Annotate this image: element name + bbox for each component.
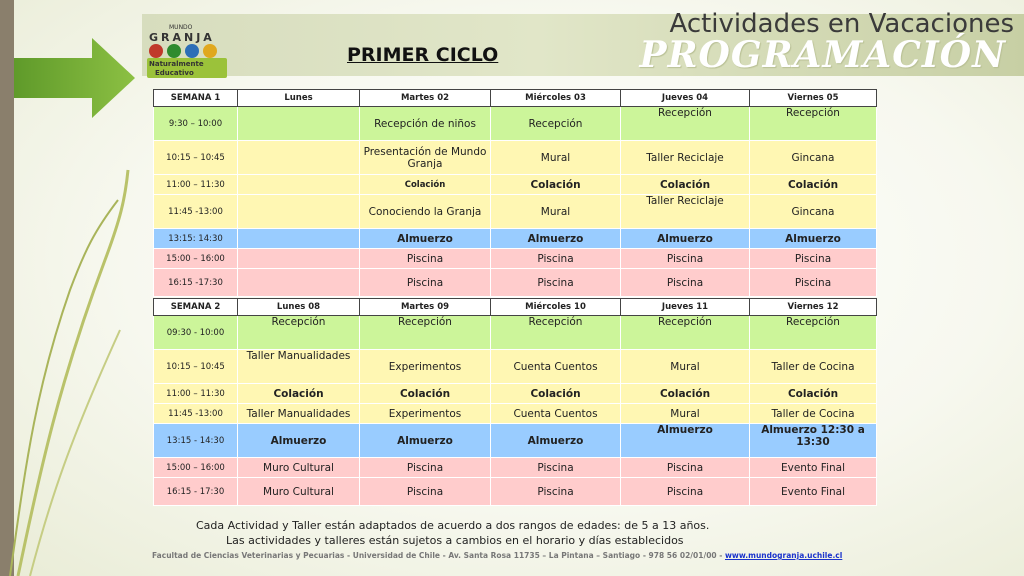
header-subtitle: PROGRAMACIÓN	[639, 34, 1006, 76]
activity-cell: Taller de Cocina	[750, 350, 877, 384]
activity-cell: Almuerzo	[491, 424, 621, 458]
logo-red-icon	[149, 44, 163, 58]
header-cell: Lunes	[238, 90, 360, 107]
activity-cell: Piscina	[621, 478, 750, 506]
activity-cell: Piscina	[621, 458, 750, 478]
table-row	[154, 424, 877, 458]
time-cell: 13:15 - 14:30	[154, 424, 238, 458]
table-header-row	[154, 90, 877, 107]
activity-cell: Piscina	[621, 269, 750, 297]
activity-cell: Cuenta Cuentos	[491, 350, 621, 384]
header-cell: Jueves 04	[621, 90, 750, 107]
table-row	[154, 478, 877, 506]
activity-cell: Colación	[360, 384, 491, 404]
activity-cell: Piscina	[360, 458, 491, 478]
header-cell: SEMANA 1	[154, 90, 238, 107]
time-cell: 09:30 - 10:00	[154, 316, 238, 350]
activity-cell: Almuerzo	[238, 424, 360, 458]
table-row	[154, 404, 877, 424]
time-cell: 15:00 – 16:00	[154, 458, 238, 478]
activity-cell: Piscina	[491, 458, 621, 478]
activity-cell	[238, 175, 360, 195]
table-row	[154, 107, 877, 141]
table-row	[154, 350, 877, 384]
time-cell: 11:45 -13:00	[154, 195, 238, 229]
logo-educativo-text: Educativo	[155, 69, 194, 77]
table-row	[154, 316, 877, 350]
time-cell: 10:15 – 10:45	[154, 350, 238, 384]
mundo-granja-logo	[147, 24, 225, 80]
cycle-title: PRIMER CICLO	[347, 44, 499, 66]
logo-mundo-text: MUNDO	[169, 24, 193, 31]
table-row	[154, 141, 877, 175]
activity-cell: Recepción	[491, 316, 621, 350]
logo-blue-icon	[185, 44, 199, 58]
header-cell: Miércoles 03	[491, 90, 621, 107]
arrow-decoration	[0, 0, 140, 130]
activity-cell: Evento Final	[750, 478, 877, 506]
activity-cell: Piscina	[491, 269, 621, 297]
notes	[196, 518, 709, 548]
time-cell: 15:00 – 16:00	[154, 249, 238, 269]
header-cell: Viernes 05	[750, 90, 877, 107]
activity-cell: Taller Reciclaje	[621, 141, 750, 175]
table-row	[154, 269, 877, 297]
header-cell: Martes 02	[360, 90, 491, 107]
logo-granja-text: GRANJA	[149, 31, 215, 44]
header-cell: Viernes 12	[750, 299, 877, 316]
activity-cell: Piscina	[750, 249, 877, 269]
table-row	[154, 249, 877, 269]
activity-cell: Piscina	[360, 478, 491, 506]
activity-cell	[238, 195, 360, 229]
activity-cell: Recepción	[621, 107, 750, 141]
time-cell: 16:15 - 17:30	[154, 478, 238, 506]
time-cell: 11:00 – 11:30	[154, 384, 238, 404]
activity-cell: Recepción de niños	[360, 107, 491, 141]
activity-cell: Mural	[621, 404, 750, 424]
activity-cell: Muro Cultural	[238, 458, 360, 478]
activity-cell: Recepción	[238, 316, 360, 350]
logo-yellow-icon	[203, 44, 217, 58]
activity-cell: Almuerzo	[750, 229, 877, 249]
activity-cell: Almuerzo	[621, 229, 750, 249]
footer-text: Facultad de Ciencias Veterinarias y Pecuarias - Universidad de Chile - Av. Santa Rosa 11735 – La Pintana – Santiago - 978 56 02/01/00 -	[152, 551, 725, 560]
activity-cell: Piscina	[360, 269, 491, 297]
activity-cell: Mural	[491, 141, 621, 175]
activity-cell: Colación	[491, 175, 621, 195]
note-line-1: Cada Actividad y Taller están adaptados de acuerdo a dos rangos de edades: de 5 a 13 años.	[196, 519, 710, 532]
activity-cell: Almuerzo	[360, 424, 491, 458]
activity-cell: Conociendo la Granja	[360, 195, 491, 229]
activity-cell: Taller Manualidades	[238, 404, 360, 424]
activity-cell: Gincana	[750, 195, 877, 229]
activity-cell: Muro Cultural	[238, 478, 360, 506]
activity-cell	[238, 107, 360, 141]
activity-cell: Piscina	[491, 249, 621, 269]
header-cell: Miércoles 10	[491, 299, 621, 316]
activity-cell: Piscina	[750, 269, 877, 297]
table-row	[154, 384, 877, 404]
time-cell: 9:30 – 10:00	[154, 107, 238, 141]
activity-cell: Piscina	[621, 249, 750, 269]
activity-cell: Almuerzo	[360, 229, 491, 249]
activity-cell: Taller Reciclaje	[621, 195, 750, 229]
activity-cell: Colación	[750, 384, 877, 404]
header-cell: Lunes 08	[238, 299, 360, 316]
footer-website-link[interactable]: www.mundogranja.uchile.cl	[724, 551, 843, 560]
header-title: Actividades en Vacaciones	[669, 9, 1014, 39]
activity-cell: Colación	[621, 384, 750, 404]
table-row	[154, 229, 877, 249]
time-cell: 10:15 – 10:45	[154, 141, 238, 175]
logo-naturalmente-text: Naturalmente	[149, 60, 204, 68]
activity-cell: Recepción	[750, 316, 877, 350]
activity-cell: Mural	[491, 195, 621, 229]
activity-cell: Colación	[360, 175, 491, 195]
activity-cell: Mural	[621, 350, 750, 384]
activity-cell: Almuerzo 12:30 a 13:30	[750, 424, 877, 458]
table-row	[154, 458, 877, 478]
schedule-table-week1	[153, 89, 877, 297]
activity-cell: Recepción	[360, 316, 491, 350]
activity-cell: Gincana	[750, 141, 877, 175]
schedule-table-week2	[153, 298, 877, 506]
time-cell: 16:15 -17:30	[154, 269, 238, 297]
time-cell: 13:15: 14:30	[154, 229, 238, 249]
header-band	[142, 9, 1024, 76]
activity-cell: Colación	[491, 384, 621, 404]
table-header-row	[154, 299, 877, 316]
activity-cell: Colación	[621, 175, 750, 195]
time-cell: 11:45 -13:00	[154, 404, 238, 424]
activity-cell: Recepción	[750, 107, 877, 141]
activity-cell	[238, 269, 360, 297]
activity-cell	[238, 141, 360, 175]
activity-cell: Piscina	[491, 478, 621, 506]
activity-cell: Experimentos	[360, 404, 491, 424]
activity-cell: Almuerzo	[621, 424, 750, 458]
activity-cell: Presentación de Mundo Granja	[360, 141, 491, 175]
activity-cell: Evento Final	[750, 458, 877, 478]
activity-cell: Piscina	[360, 249, 491, 269]
activity-cell: Cuenta Cuentos	[491, 404, 621, 424]
activity-cell: Taller de Cocina	[750, 404, 877, 424]
activity-cell	[238, 229, 360, 249]
activity-cell: Recepción	[491, 107, 621, 141]
activity-cell	[238, 249, 360, 269]
table-row	[154, 175, 877, 195]
footer	[152, 551, 842, 560]
header-cell: SEMANA 2	[154, 299, 238, 316]
activity-cell: Colación	[750, 175, 877, 195]
activity-cell: Recepción	[621, 316, 750, 350]
logo-green-icon	[167, 44, 181, 58]
note-line-2: Las actividades y talleres están sujetos a cambios en el horario y días establecidos	[226, 534, 684, 547]
activity-cell: Experimentos	[360, 350, 491, 384]
time-cell: 11:00 – 11:30	[154, 175, 238, 195]
activity-cell: Taller Manualidades	[238, 350, 360, 384]
activity-cell: Colación	[238, 384, 360, 404]
activity-cell: Almuerzo	[491, 229, 621, 249]
header-cell: Martes 09	[360, 299, 491, 316]
header-cell: Jueves 11	[621, 299, 750, 316]
table-row	[154, 195, 877, 229]
